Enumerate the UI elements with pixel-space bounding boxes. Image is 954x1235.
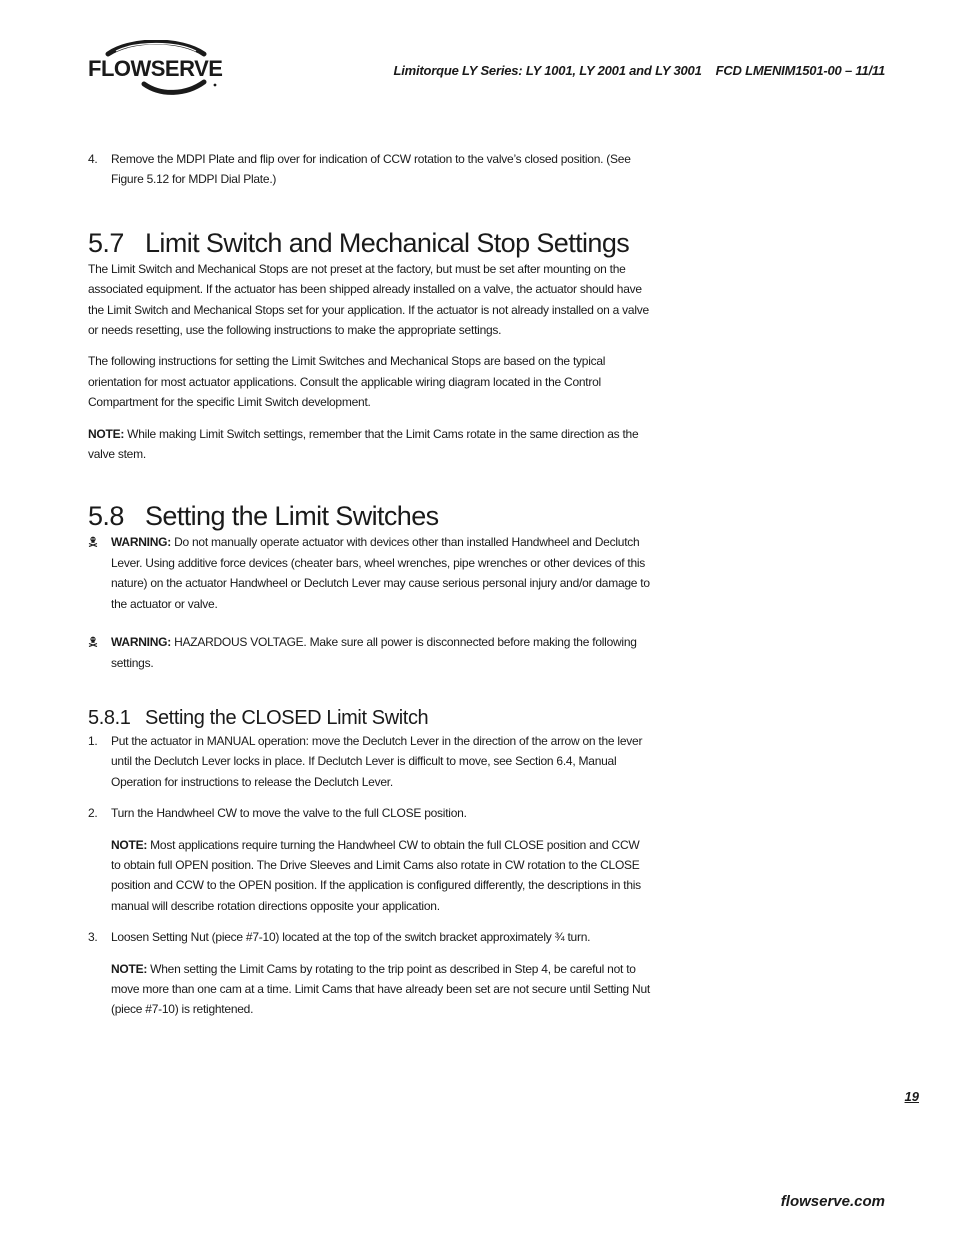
flowserve-logo <box>86 40 226 96</box>
warning-block: WARNING: Do not manually operate actuator with devices other than installed Handwheel and Declutch Lever. Using additive force devices (cheater bars, wheel wrenches, pipe wrenches or other devices of this nature) on the actuator Handwheel or Declutch Lever may cause serious personal injury and/or damage to the actuator or valve. <box>88 532 650 614</box>
section-heading-5-7: 5.7 Limit Switch and Mechanical Stop Settings <box>88 227 630 258</box>
document-header <box>393 63 885 78</box>
page-number: 19 <box>904 1089 919 1104</box>
skull-crossbones-icon <box>88 636 98 647</box>
list-item: 2. Turn the Handwheel CW to move the valve to the full CLOSE position. <box>88 806 467 821</box>
note-paragraph: NOTE: Most applications require turning the Handwheel CW to obtain the full CLOSE position and CCW to obtain full OPEN position. The Drive Sleeves and Limit Cams also rotate in CW rotation to the CLOSE position and CCW to the OPEN position. If the application is configured differently, the descriptions in this manual will describe rotation directions opposite your application. <box>111 837 641 913</box>
doc-title: Limitorque LY Series: LY 1001, LY 2001 and LY 3001 <box>393 63 702 78</box>
doc-code: FCD LMENIM1501-00 – 11/11 <box>715 63 885 78</box>
warning-block: WARNING: HAZARDOUS VOLTAGE. Make sure all power is disconnected before making the following settings. <box>88 632 650 673</box>
page-content <box>88 149 650 1031</box>
paragraph: The Limit Switch and Mechanical Stops are not preset at the factory, but must be set after mounting on the associated equipment. If the actuator has been shipped already installed on a valve, the actuator should have the Limit Switch and Mechanical Stops set for your application. If the actuator is not already installed on a valve or needs resetting, use the following instructions to make the appropriate settings. <box>88 261 649 338</box>
flowserve-logo-graphic <box>86 40 226 96</box>
note-paragraph: NOTE: When setting the Limit Cams by rotating to the trip point as described in Step 4, be careful not to move more than one cam at a time. Limit Cams that have already been set are not secure until Setting Nut (piece #7-10) is retightened. <box>111 961 650 1017</box>
section-heading-5-8-1: 5.8.1 Setting the CLOSED Limit Switch <box>88 706 429 729</box>
skull-crossbones-icon <box>88 536 98 547</box>
list-item: 4. Remove the MDPI Plate and flip over for indication of CCW rotation to the valve’s closed position. (See Figure 5.12 for MDPI Dial Plate.) <box>88 152 631 187</box>
section-heading-5-8: 5.8 Setting the Limit Switches <box>88 501 439 532</box>
website-link[interactable]: flowserve.com <box>780 1193 885 1210</box>
paragraph: The following instructions for setting the Limit Switches and Mechanical Stops are based on the typical orientation for most actuator applications. Consult the applicable wiring diagram located in the Control Compartment for the specific Limit Switch development. <box>88 354 606 410</box>
svg-text:FLOWSERVE: FLOWSERVE <box>88 56 223 81</box>
note-paragraph: NOTE: While making Limit Switch settings, remember that the Limit Cams rotate in the same direction as the valve stem. <box>88 426 639 462</box>
list-item: 1. Put the actuator in MANUAL operation: move the Declutch Lever in the direction of the arrow on the lever until the Declutch Lever locks in place. If Declutch Lever is difficult to move, see Section 6.4, Manual Operation for instructions to release the Declutch Lever. <box>88 733 643 789</box>
list-item: 3. Loosen Setting Nut (piece #7-10) located at the top of the switch bracket approximately ¾ turn. <box>88 930 591 945</box>
